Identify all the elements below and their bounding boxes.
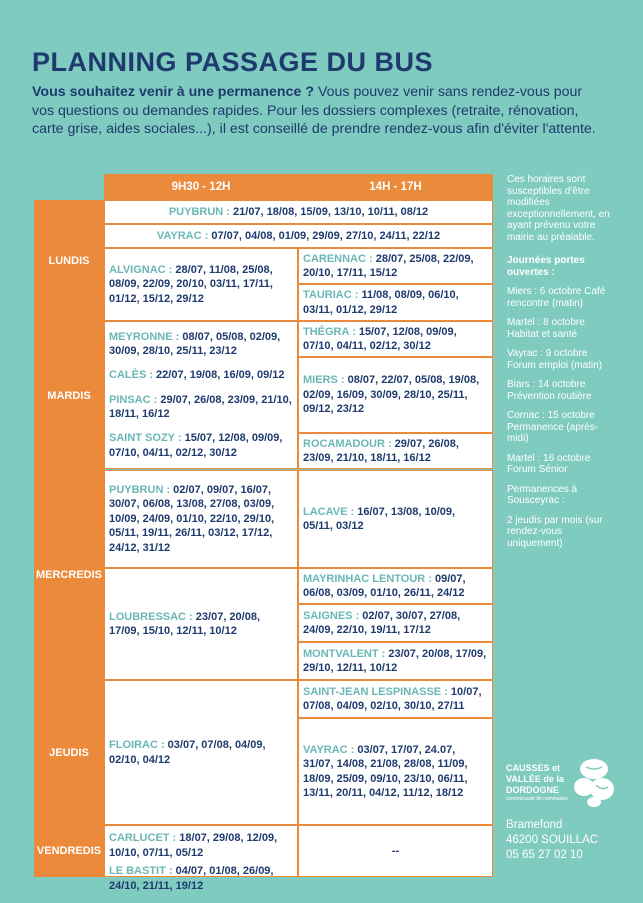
cell-saint-jean: SAINT-JEAN LESPINASSE : 10/07, 07/08, 04/09, 02/10, 30/10, 27/11 — [298, 680, 493, 718]
cell-thegra: THÉGRA : 15/07, 12/08, 09/09, 07/10, 04/11, 02/12, 30/12 — [298, 321, 493, 357]
event-item: 2 jeudis par mois (sur rendez-vous uniquement) — [507, 514, 603, 549]
open-days-title: Journées portes ouvertes : — [507, 255, 585, 278]
day-mardi: MARDIS — [34, 321, 104, 470]
cell-loubressac: LOUBRESSAC : 23/07, 20/08, 17/09, 15/10, 12/11, 10/12 — [104, 568, 298, 680]
cell-rocamadour: ROCAMADOUR : 29/07, 26/08, 23/09, 21/10, 18/11, 16/12 — [298, 433, 493, 469]
cell-mayrinhac: MAYRINHAC LENTOUR : 09/07, 06/08, 03/09, 01/10, 26/11, 24/12 — [298, 568, 493, 604]
address: Bramefond 46200 SOUILLAC 05 65 27 02 10 — [506, 819, 599, 861]
list-item: LE BASTIT : 04/07, 01/08, 26/09, 24/10, 21/11, 19/12 — [109, 865, 274, 892]
cell-tauriac: TAURIAC : 11/08, 08/09, 06/10, 03/11, 01/12, 29/12 — [298, 284, 493, 321]
cell-miers: MIERS : 08/07, 22/07, 05/08, 19/08, 02/09, 16/09, 30/09, 28/10, 25/11, 09/12, 23/12 — [298, 357, 493, 433]
list-item: CARLUCET : 18/07, 29/08, 12/09, 10/10, 07/11, 05/12 — [109, 832, 278, 859]
event-item: Martel : 8 octobre Habitat et santé — [507, 317, 585, 340]
cell-lacave: LACAVE : 16/07, 13/08, 10/09, 05/11, 03/12 — [298, 470, 493, 568]
cell-saignes: SAIGNES : 02/07, 30/07, 27/08, 24/09, 22/10, 19/11, 17/12 — [298, 604, 493, 642]
event-item: Permanences à Sousceyrac : — [507, 483, 578, 506]
cell-floirac: FLOIRAC : 03/07, 07/08, 04/09, 02/10, 04/12 — [104, 680, 298, 825]
logo-text: CAUSSES et VALLÉE de la DORDOGNE communauté de communes — [506, 763, 568, 802]
cell-vayrac-jeudi: VAYRAC : 03/07, 17/07, 24.07, 31/07, 14/08, 21/08, 28/08, 11/09, 18/09, 25/09, 09/10, 23/10, 06/11, 13/11, 20/11, 04/12, 11/12, 18/12 — [298, 718, 493, 825]
event-item: Cornac : 15 octobre Permanence (après-midi) — [507, 410, 599, 444]
logo — [506, 757, 616, 807]
day-lundi: LUNDIS — [34, 200, 104, 321]
leaf-logo-icon — [572, 757, 616, 807]
schedule-note: Ces horaires sont susceptibles d'être modifiées exceptionnellement, en ayant prévenu votre mairie au préalable. — [507, 174, 610, 243]
day-jeudi: JEUDIS — [34, 680, 104, 825]
page-title: PLANNING PASSAGE DU BUS — [32, 47, 434, 77]
intro-body: Vous pouvez venir sans rendez-vous pour vos questions ou demandes rapides. Pour les dossiers complexes (retraite, rénovation, carte grise, aides sociales...), il est conseillé de prendre rendez-vous afin d'éviter l'attente. — [32, 84, 596, 137]
event-item: Martel : 16 octobre Forum Sénior — [507, 452, 591, 475]
cell-mardi-morning — [104, 321, 298, 469]
list-item: SAINT SOZY : 15/07, 12/08, 09/09, 07/10, 04/11, 02/12, 30/12 — [109, 432, 283, 459]
cell-alvignac: ALVIGNAC : 28/07, 11/08, 25/08, 08/09, 22/09, 20/10, 03/11, 17/11, 01/12, 15/12, 29/12 — [104, 248, 298, 321]
cell-vendredi-afternoon: -- — [298, 825, 493, 877]
header-morning: 9H30 - 12H — [104, 174, 298, 200]
list-item: PINSAC : 29/07, 26/08, 23/09, 21/10, 18/11, 16/12 — [109, 393, 292, 421]
side-notes — [507, 174, 619, 557]
cell-montvalent: MONTVALENT : 23/07, 20/08, 17/09, 29/10, 12/11, 10/12 — [298, 642, 493, 680]
cell-vayrac-lundi: VAYRAC : 07/07, 04/08, 01/09, 29/09, 27/10, 24/11, 22/12 — [104, 224, 493, 248]
intro-text — [32, 83, 607, 139]
intro-question: Vous souhaitez venir à une permanence ? — [32, 84, 314, 100]
cell-puybrun-mercredi: PUYBRUN : 02/07, 09/07, 16/07, 30/07, 06/08, 13/08, 27/08, 03/09, 10/09, 24/09, 01/10, 22/10, 29/10, 05/11, 19/11, 26/11, 03/12, 17/12, 24/12, 31/12 — [104, 470, 298, 568]
event-item: Vayrac : 9 octobre Forum emploi (matin) — [507, 348, 603, 371]
cell-vendredi-morning — [104, 825, 298, 892]
day-mercredi: MERCREDIS — [34, 470, 104, 680]
list-item: CALÈS : 22/07, 19/08, 16/09, 09/12 — [109, 369, 285, 382]
event-item: Miers : 6 octobre Café rencontre (matin) — [507, 286, 606, 309]
day-vendredi: VENDREDIS — [34, 825, 104, 877]
header-afternoon: 14H - 17H — [298, 174, 493, 200]
list-item: MEYRONNE : 08/07, 05/08, 02/09, 30/09, 28/10, 25/11, 23/12 — [109, 330, 281, 358]
cell-carennac: CARENNAC : 28/07, 25/08, 22/09, 20/10, 17/11, 15/12 — [298, 248, 493, 284]
event-item: Biars : 14 octobre Prévention routière — [507, 379, 592, 402]
cell-puybrun-lundi: PUYBRUN : 21/07, 18/08, 15/09, 13/10, 10/11, 08/12 — [104, 200, 493, 224]
